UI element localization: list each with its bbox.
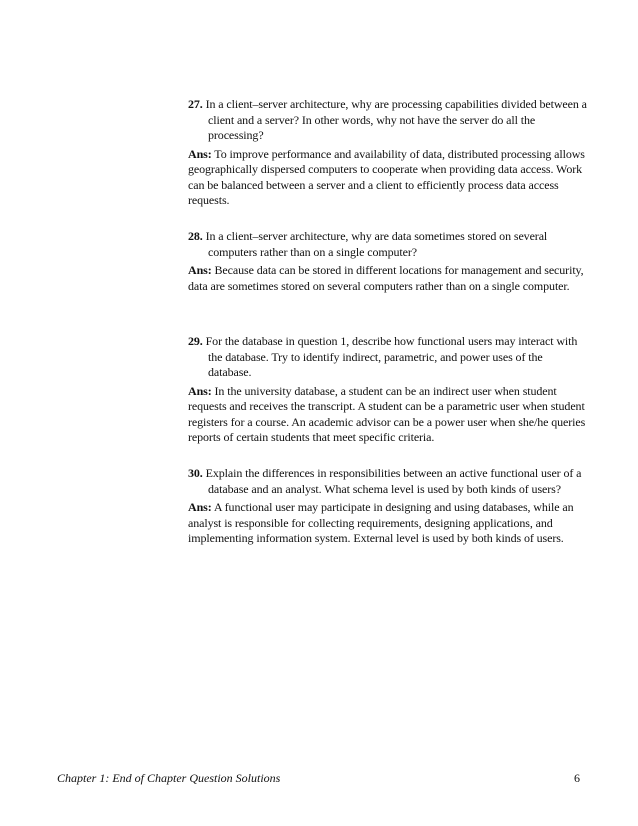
question-number: 27. [188,97,203,111]
question-block-27 [188,97,588,209]
question-number: 29. [188,334,203,348]
question-number: 28. [188,229,203,243]
answer-text: In the university database, a student can be an indirect user when student requests and receives the transcript. A student can be a parametric user when student registers for a course. An academic advisor can be a power user when she/he queries reports of certain students that meet specific criteria. [188,383,586,444]
answer-30 [188,500,588,547]
answer-label: Ans: [188,146,212,161]
answer-text: A functional user may participate in designing and using databases, while an analyst is responsible for collecting requirements, designing applications, and implementing information system. External level is used by both kinds of users. [188,500,574,545]
answer-29 [188,384,588,446]
question-block-30 [188,466,588,547]
answer-text: To improve performance and availability of data, distributed processing allows geographically dispersed computers to cooperate when providing data access. Work can be balanced between a server and a client to efficiently process data access requests. [188,146,585,207]
question-block-29 [188,334,588,446]
answer-label: Ans: [188,500,212,514]
question-block-28 [188,229,588,294]
question-30 [188,466,588,497]
question-text: In a client–server architecture, why are processing capabilities divided between a client and a server? In other words, why not have the server do all the processing? [205,97,587,142]
question-text: In a client–server architecture, why are data sometimes stored on several computers rather than on a single computer? [205,229,548,259]
answer-label: Ans: [188,263,212,277]
answer-27 [188,147,588,209]
question-text: For the database in question 1, describe how functional users may interact with the database. Try to identify indirect, parametric, and power uses of the database. [205,334,578,379]
question-text: Explain the differences in responsibilities between an active functional user of a database and an analyst. What schema level is used by both kinds of users? [205,466,582,496]
question-28 [188,229,588,260]
page-footer [57,771,580,786]
footer-title: Chapter 1: End of Chapter Question Solutions [57,771,281,785]
page-number: 6 [574,771,580,785]
question-29 [188,334,588,381]
question-27 [188,97,588,144]
answer-text: Because data can be stored in different locations for management and security, data are sometimes stored on several computers rather than on a single computer. [188,263,584,293]
question-number: 30. [188,466,203,480]
answer-28 [188,263,588,294]
answer-label: Ans: [188,383,212,398]
